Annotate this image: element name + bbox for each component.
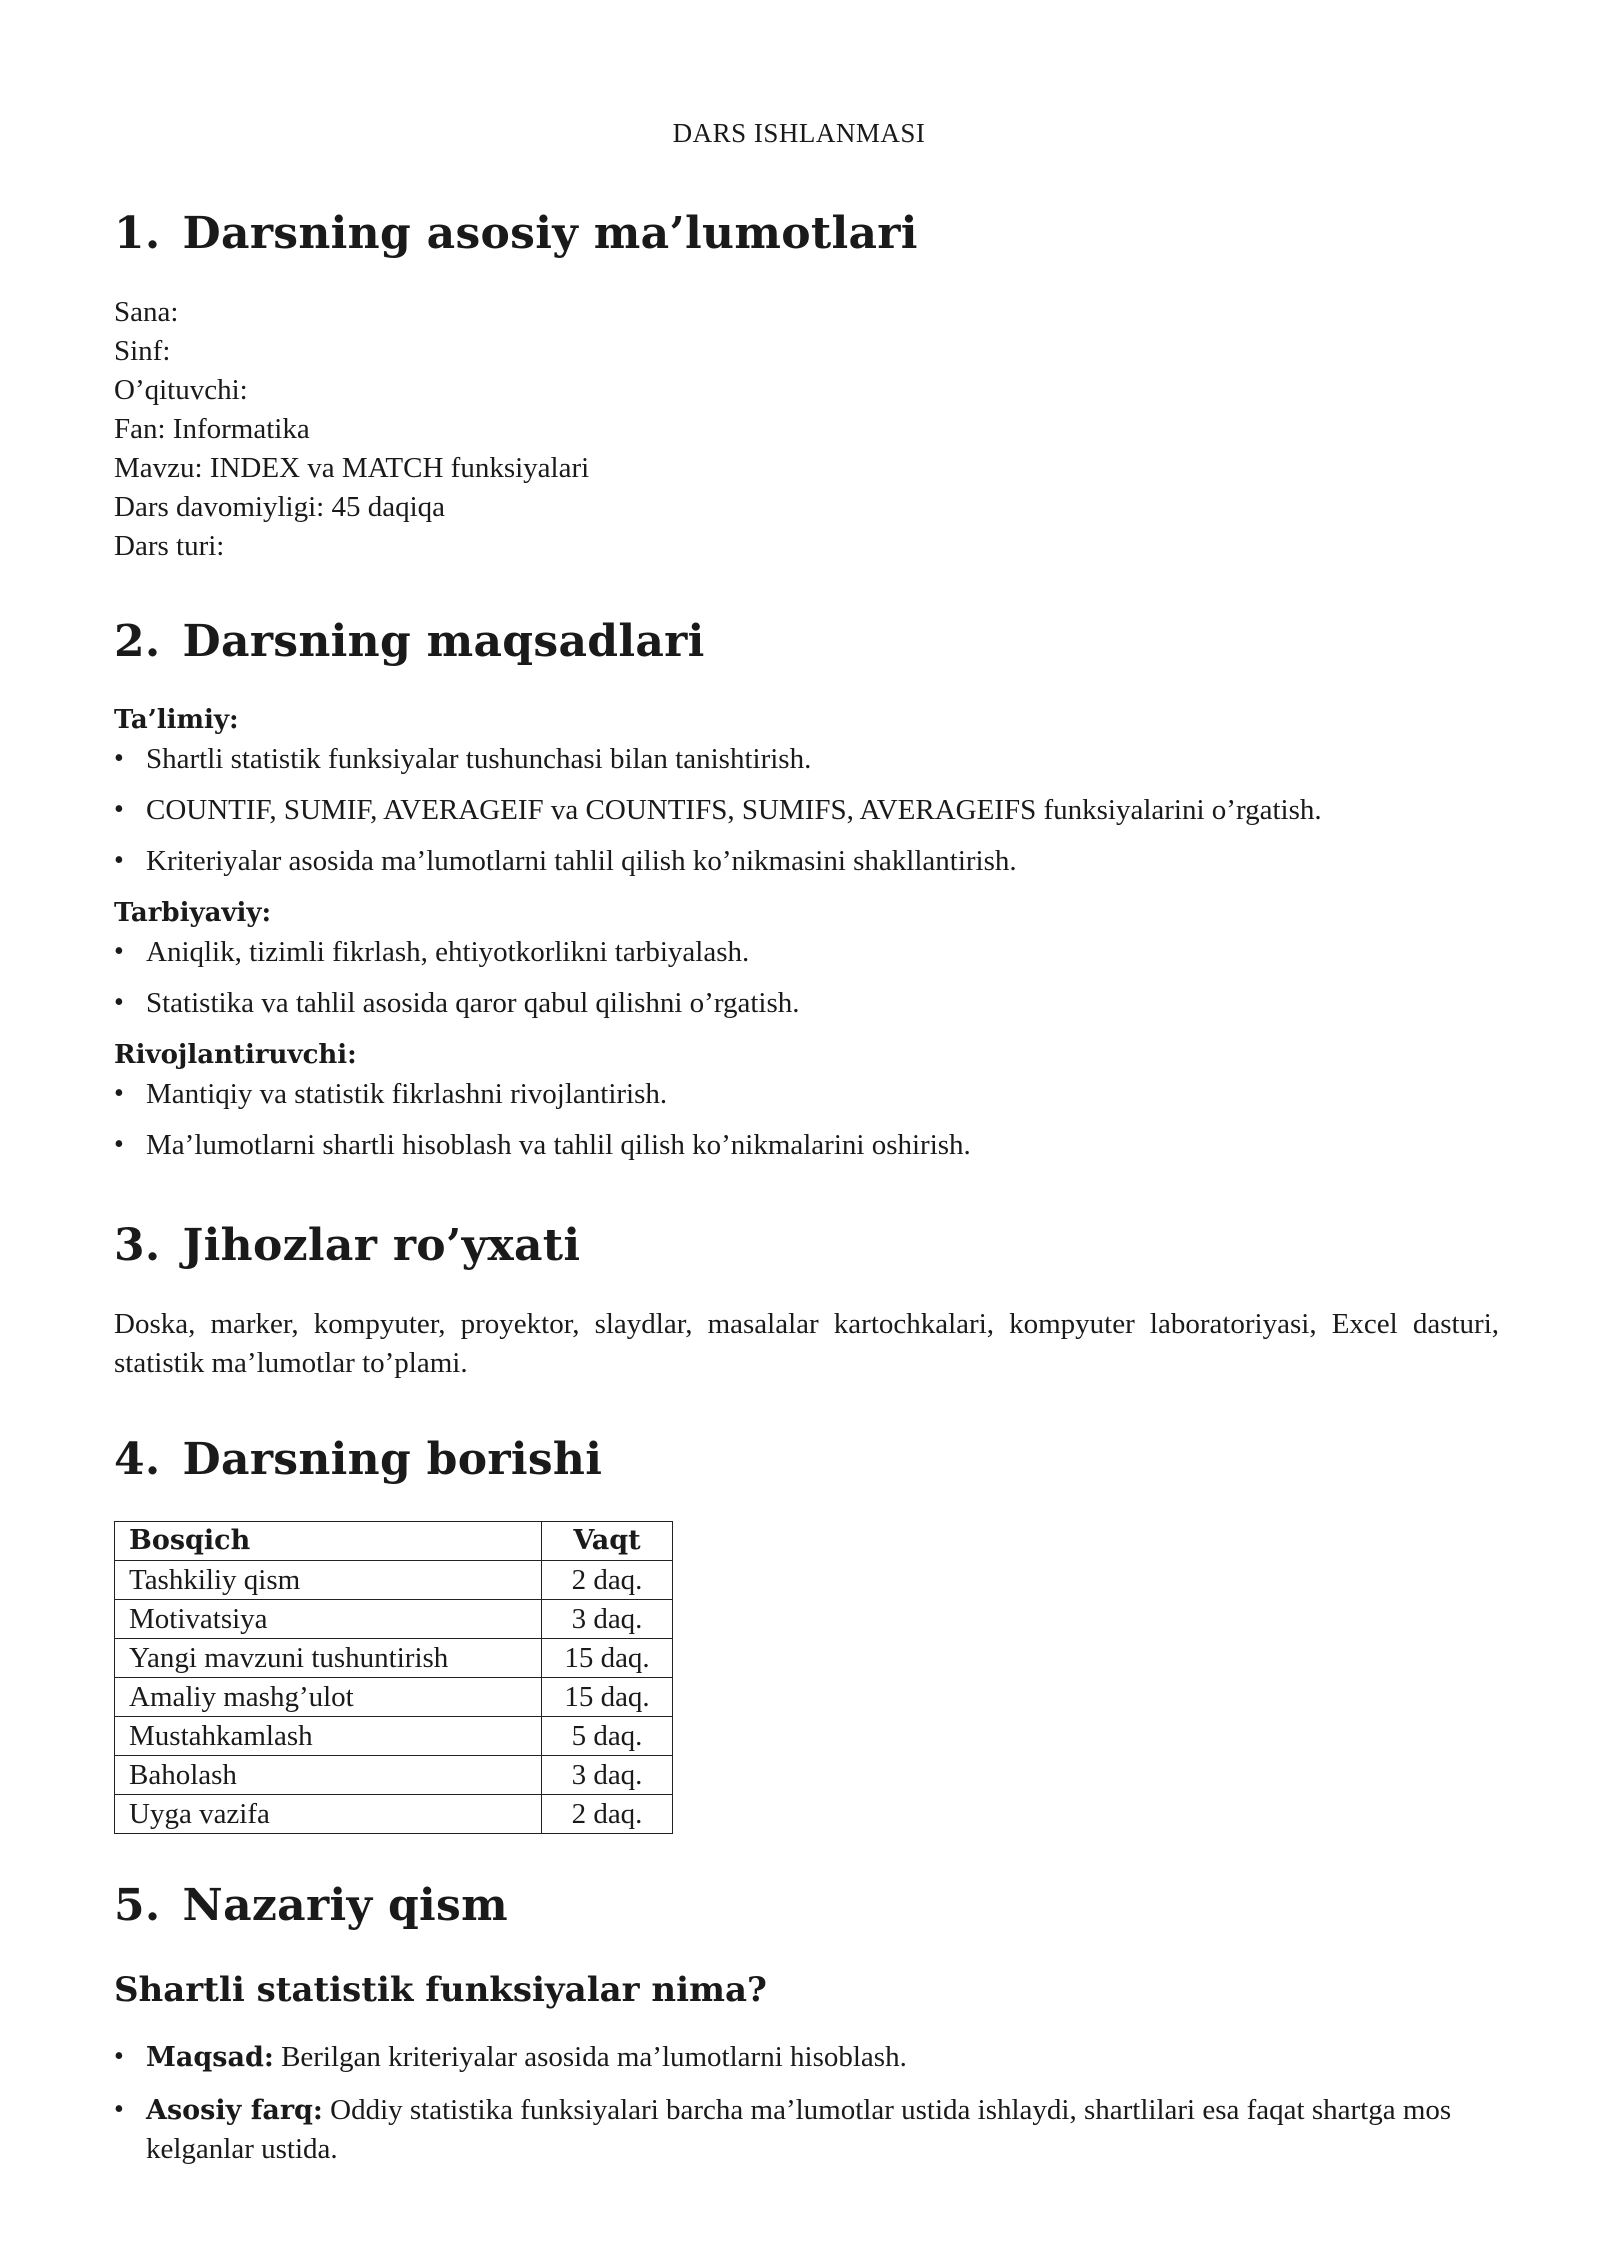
- info-line-teacher: O’qituvchi:: [114, 374, 248, 406]
- list-item: [114, 2091, 1504, 2168]
- table-header-row: [115, 1522, 673, 1561]
- section-1-heading: [114, 208, 918, 259]
- table-cell-stage: Mustahkamlash: [115, 1717, 542, 1756]
- table-cell-stage: Tashkiliy qism: [115, 1561, 542, 1600]
- table-row: [115, 1756, 673, 1795]
- table-row: [115, 1795, 673, 1834]
- info-line-topic: Mavzu: INDEX va MATCH funksiyalari: [114, 452, 590, 484]
- goal-list-educational: [114, 740, 1544, 880]
- list-item: • Aniqlik, tizimli fikrlash, ehtiyotkorlikni tarbiyalash.: [114, 933, 1544, 971]
- list-item: [114, 2038, 1504, 2077]
- table-cell-time: 15 daq.: [542, 1678, 673, 1717]
- list-item: • Mantiqiy va statistik fikrlashni rivojlantirish.: [114, 1075, 1544, 1113]
- table-cell-time: 3 daq.: [542, 1756, 673, 1795]
- list-item: • Ma’lumotlarni shartli hisoblash va tahlil qilish ko’nikmalarini oshirish.: [114, 1126, 1544, 1164]
- goal-heading-developmental: Rivojlantiruvchi:: [114, 1040, 357, 1070]
- table-cell-stage: Motivatsiya: [115, 1600, 542, 1639]
- section-2-heading: [114, 616, 705, 667]
- list-item: • Statistika va tahlil asosida qaror qabul qilishni o’rgatish.: [114, 984, 1544, 1022]
- section-2-title: Darsning maqsadlari: [182, 616, 705, 667]
- section-4-heading: [114, 1434, 602, 1485]
- theory-item-text: Oddiy statistika funksiyalari barcha ma’lumotlar ustida ishlaydi, shartlilari esa faqat shartga mos kelganlar ustida.: [146, 2094, 1452, 2165]
- section-5-title: Nazariy qism: [182, 1880, 508, 1931]
- info-line-duration: Dars davomiyligi: 45 daqiqa: [114, 491, 446, 523]
- section-3-title: Jihozlar ro’yxati: [182, 1220, 581, 1271]
- lesson-info: [114, 293, 589, 566]
- theory-item-label: Maqsad:: [146, 2042, 274, 2073]
- section-1-title: Darsning asosiy ma’lumotlari: [182, 208, 918, 259]
- list-item: • COUNTIF, SUMIF, AVERAGEIF va COUNTIFS, SUMIFS, AVERAGEIFS funksiyalarini o’rgatish.: [114, 791, 1544, 829]
- section-1-number: 1.: [114, 208, 161, 259]
- column-header-stage: Bosqich: [115, 1522, 542, 1561]
- table-cell-time: 3 daq.: [542, 1600, 673, 1639]
- section-4-title: Darsning borishi: [182, 1434, 603, 1485]
- table-cell-time: 2 daq.: [542, 1795, 673, 1834]
- list-item: • Kriteriyalar asosida ma’lumotlarni tahlil qilish ko’nikmasini shakllantirish.: [114, 842, 1544, 880]
- theory-item-label: Asosiy farq:: [146, 2095, 323, 2126]
- section-4-number: 4.: [114, 1434, 161, 1485]
- table-row: [115, 1600, 673, 1639]
- section-3-number: 3.: [114, 1220, 161, 1271]
- table-cell-time: 15 daq.: [542, 1639, 673, 1678]
- goal-heading-upbringing: Tarbiyaviy:: [114, 898, 272, 928]
- section-2-number: 2.: [114, 616, 161, 667]
- goal-heading-educational: Ta’limiy:: [114, 705, 239, 735]
- table-row: [115, 1678, 673, 1717]
- theory-item-text: Berilgan kriteriyalar asosida ma’lumotlarni hisoblash.: [281, 2041, 907, 2073]
- table-cell-time: 5 daq.: [542, 1717, 673, 1756]
- info-line-type: Dars turi:: [114, 530, 225, 562]
- table-row: [115, 1561, 673, 1600]
- section-5-heading: [114, 1880, 508, 1931]
- column-header-time: Vaqt: [542, 1522, 673, 1561]
- theory-subheading: Shartli statistik funksiyalar nima?: [114, 1970, 767, 2010]
- lesson-steps-table: [114, 1521, 673, 1834]
- info-line-subject: Fan: Informatika: [114, 413, 310, 445]
- goal-list-upbringing: [114, 933, 1544, 1022]
- info-line-class: Sinf:: [114, 335, 171, 367]
- table-cell-stage: Yangi mavzuni tushuntirish: [115, 1639, 542, 1678]
- list-item: • Shartli statistik funksiyalar tushunchasi bilan tanishtirish.: [114, 740, 1544, 778]
- theory-list: [114, 2038, 1504, 2182]
- equipment-text: Doska, marker, kompyuter, proyektor, slaydlar, masalalar kartochkalari, kompyuter laboratoriyasi, Excel dasturi, statistik ma’lumotlar to’plami.: [114, 1308, 1499, 1379]
- section-5-number: 5.: [114, 1880, 161, 1931]
- table-cell-stage: Baholash: [115, 1756, 542, 1795]
- table-cell-stage: Amaliy mashg’ulot: [115, 1678, 542, 1717]
- section-3-heading: [114, 1220, 580, 1271]
- table-row: [115, 1717, 673, 1756]
- table-cell-stage: Uyga vazifa: [115, 1795, 542, 1834]
- goals-block: [114, 700, 1544, 1177]
- info-line-date: Sana:: [114, 296, 179, 328]
- goal-list-developmental: [114, 1075, 1544, 1164]
- table-row: [115, 1639, 673, 1678]
- document-title: DARS ISHLANMASI: [672, 118, 926, 148]
- table-cell-time: 2 daq.: [542, 1561, 673, 1600]
